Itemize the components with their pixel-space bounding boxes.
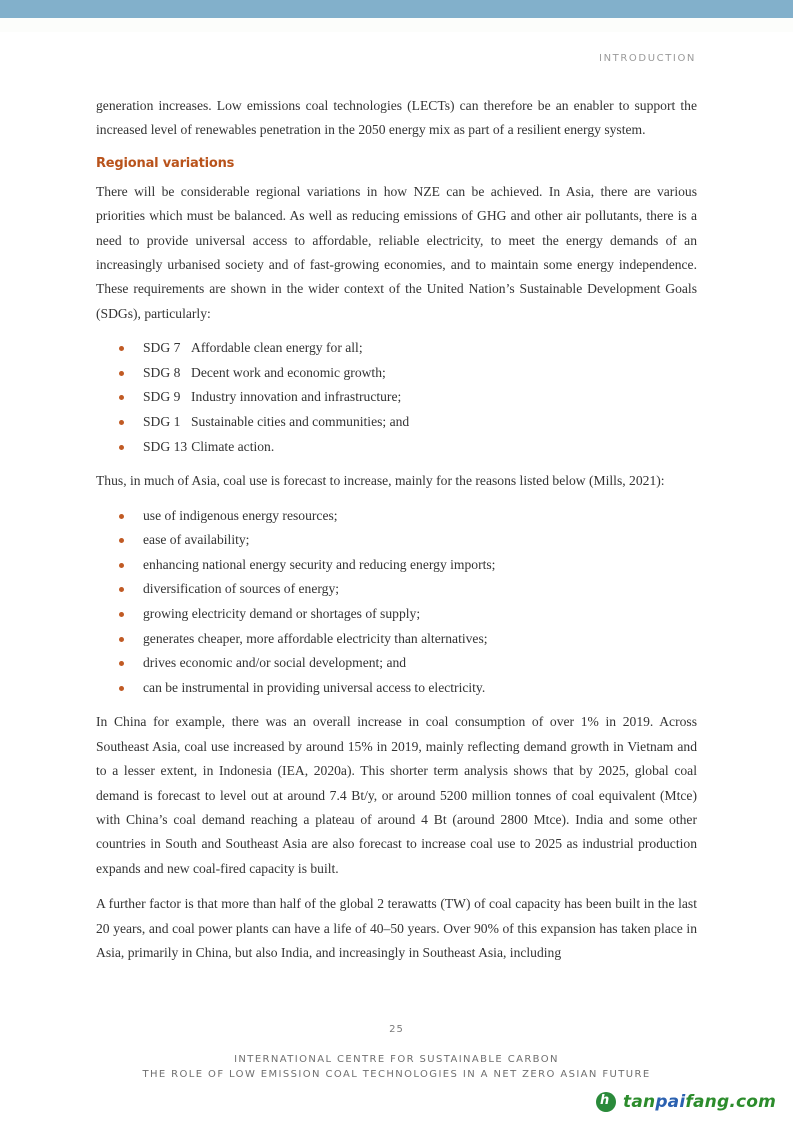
page-content: [96, 94, 697, 965]
bullet-icon: [119, 563, 124, 568]
reason-text: enhancing national energy security and reducing energy imports;: [143, 556, 496, 572]
bullet-icon: [119, 420, 124, 425]
sdg-code: SDG 8: [143, 364, 181, 380]
running-head: INTRODUCTION: [599, 53, 696, 64]
paragraph-thus: Thus, in much of Asia, coal use is forecast to increase, mainly for the reasons listed below (Mills, 2021):: [96, 473, 665, 489]
watermark-text-part: pai: [655, 1092, 686, 1112]
bullet-icon: [119, 661, 124, 666]
bullet-icon: [119, 612, 124, 617]
reason-list-item: [96, 528, 697, 553]
bullet-icon: [119, 445, 124, 450]
watermark-text: [623, 1092, 776, 1112]
reason-list-item: [96, 577, 697, 602]
sdg-text: Sustainable cities and communities; and: [191, 414, 410, 430]
logo-glyph: h: [600, 1093, 610, 1108]
page-number: 25: [389, 1024, 404, 1035]
reason-text: drives economic and/or social development; and: [143, 655, 407, 671]
footer-report-title: THE ROLE OF LOW EMISSION COAL TECHNOLOGIES IN A NET ZERO ASIAN FUTURE: [142, 1069, 651, 1080]
reason-text: ease of availability;: [143, 532, 250, 548]
bullet-icon: [119, 346, 124, 351]
bullet-icon: [119, 514, 124, 519]
section-heading-regional-variations: Regional variations: [96, 155, 235, 171]
bullet-icon: [119, 637, 124, 642]
sdg-list-item: [96, 336, 697, 361]
top-color-band: [0, 0, 793, 18]
top-band-shadow: [0, 18, 793, 32]
bullet-icon: [119, 538, 124, 543]
watermark-text-part: tan: [623, 1092, 656, 1112]
reason-text: use of indigenous energy resources;: [143, 507, 338, 523]
bullet-icon: [119, 587, 124, 592]
reason-list-item: [96, 553, 697, 578]
sdg-text: Affordable clean energy for all;: [191, 340, 363, 356]
sdg-list: [96, 336, 697, 459]
reason-list-item: [96, 504, 697, 529]
sdg-code: SDG 1: [143, 414, 181, 430]
reason-text: can be instrumental in providing universal access to electricity.: [143, 679, 486, 695]
bullet-icon: [119, 371, 124, 376]
sdg-list-item: [96, 435, 697, 460]
paragraph-further-factor: A further factor is that more than half of the global 2 terawatts (TW) of coal capacity has been built in the last 20 years, and coal power plants can have a life of 40–50 years. Over 90% of this expansion has taken place in Asia, primarily in China, but also India, and increasingly in Southeast Asia, including: [96, 896, 697, 961]
reason-list-item: [96, 602, 697, 627]
sdg-code: SDG 9: [143, 389, 181, 405]
reason-list-item: [96, 627, 697, 652]
reason-text: diversification of sources of energy;: [143, 581, 340, 597]
paragraph-china: In China for example, there was an overall increase in coal consumption of over 1% in 2019. Across Southeast Asia, coal use increased by around 15% in 2019, mainly reflecting demand growth in Vietnam and to a lesser extent, in Indonesia (IEA, 2020a). This shorter term analysis shows that by 2025, global coal demand is forecast to level out at around 7.4 Bt/y, or around 5200 million tonnes of coal equivalent (Mtce) with China’s coal demand reaching a plateau of around 4 Bt (around 2800 Mtce). India and some other countries in South and Southeast Asia are also forecast to increase coal use to 2025 as industrial production expands and new coal-fired capacity is built.: [96, 714, 697, 876]
sdg-list-item: [96, 361, 697, 386]
watermark-text-part: fang.com: [685, 1092, 777, 1112]
paragraph-intro: generation increases. Low emissions coal technologies (LECTs) can therefore be an enabler to support the increased level of renewables penetration in the 2050 energy mix as part of a resilient energy system.: [96, 98, 697, 138]
reason-text: generates cheaper, more affordable electricity than alternatives;: [143, 630, 488, 646]
reason-list-item: [96, 676, 697, 701]
sdg-text: Industry innovation and infrastructure;: [191, 389, 402, 405]
sdg-list-item: [96, 410, 697, 435]
watermark: [596, 1089, 776, 1115]
bullet-icon: [119, 686, 124, 691]
sdg-code: SDG 13: [143, 438, 188, 454]
paragraph-regional: There will be considerable regional variations in how NZE can be achieved. In Asia, there are various priorities which must be balanced. As well as reducing emissions of GHG and other air pollutants, there is a need to provide universal access to affordable, reliable electricity, to meet the energy demands of an increasingly urbanised society and of fast-growing economies, and to maintain some energy independence. These requirements are shown in the wider context of the United Nation’s Sustainable Development Goals (SDGs), particularly:: [96, 183, 697, 321]
bullet-icon: [119, 395, 124, 400]
watermark-logo-icon: [596, 1092, 616, 1112]
sdg-text: Climate action.: [191, 438, 275, 454]
sdg-list-item: [96, 385, 697, 410]
reasons-list: [96, 504, 697, 701]
sdg-text: Decent work and economic growth;: [191, 364, 386, 380]
sdg-code: SDG 7: [143, 340, 181, 356]
footer-organisation: INTERNATIONAL CENTRE FOR SUSTAINABLE CARBON: [234, 1054, 559, 1065]
reason-list-item: [96, 651, 697, 676]
reason-text: growing electricity demand or shortages of supply;: [143, 606, 421, 621]
